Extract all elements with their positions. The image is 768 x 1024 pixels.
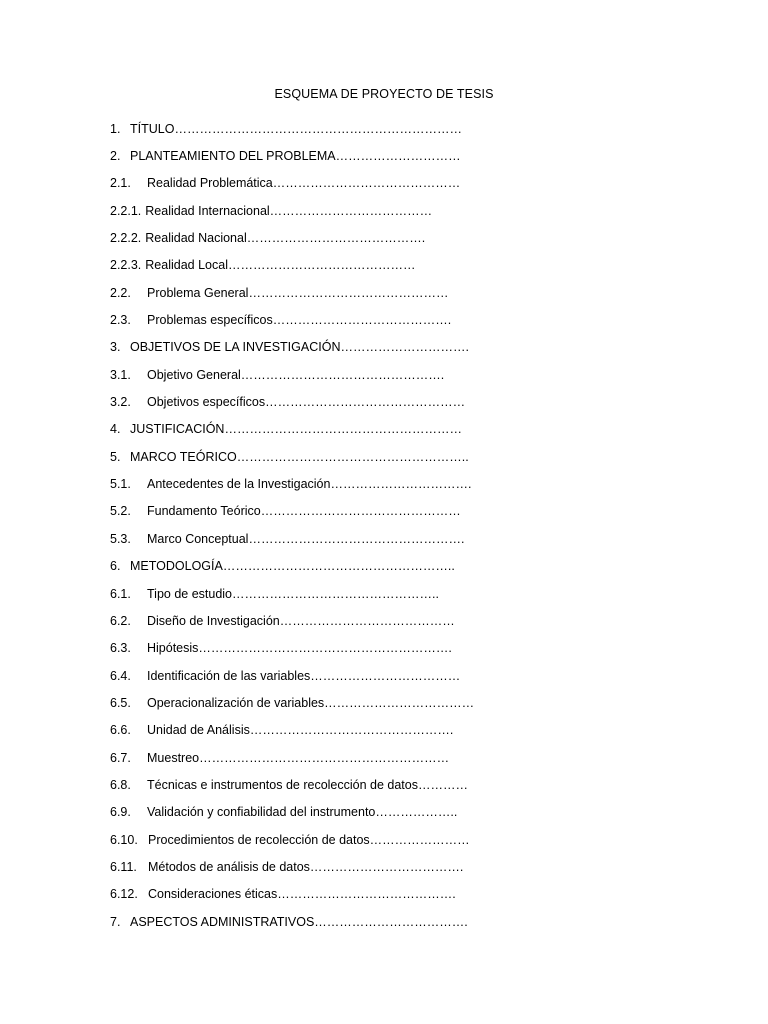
- outline-item-5-1: [110, 470, 710, 497]
- outline-item-2-2-3: [110, 252, 710, 279]
- item-label: METODOLOGÍA………………………………………………..: [130, 559, 455, 574]
- outline-item-1: [110, 115, 710, 142]
- outline-list: [110, 115, 710, 935]
- item-label: Marco Conceptual…………………………………………….: [147, 531, 465, 546]
- outline-item-6-1: [110, 580, 710, 607]
- item-label: Procedimientos de recolección de datos……………………: [148, 832, 470, 847]
- item-label: Operacionalización de variables………………………………: [147, 695, 475, 710]
- item-label: Técnicas e instrumentos de recolección de datos…………: [147, 777, 468, 792]
- item-number: 6.1.: [110, 586, 131, 601]
- item-label: Hipótesis…………………………………………………….: [147, 641, 452, 656]
- item-number: 2.1.: [110, 176, 131, 191]
- item-label: Realidad Problemática………………………………………: [147, 176, 461, 191]
- item-label: OBJETIVOS DE LA INVESTIGACIÓN………………………….: [130, 340, 469, 355]
- item-number: 7.: [110, 914, 121, 929]
- item-number: 2.2.2.: [110, 231, 142, 246]
- item-label: Problema General…………………………………………: [147, 285, 449, 300]
- item-number: 6.6.: [110, 723, 131, 738]
- item-number: 3.2.: [110, 395, 131, 410]
- item-label: Problemas específicos…………………………………….: [147, 313, 452, 328]
- outline-item-6-12: [110, 881, 710, 908]
- outline-item-6-5: [110, 689, 710, 716]
- outline-item-3-1: [110, 361, 710, 388]
- item-label: ASPECTOS ADMINISTRATIVOS……………………………….: [130, 914, 468, 929]
- item-number: 6.3.: [110, 641, 131, 656]
- outline-item-3: [110, 334, 710, 361]
- outline-item-6: [110, 553, 710, 580]
- outline-item-2-3: [110, 306, 710, 333]
- outline-item-6-3: [110, 635, 710, 662]
- outline-item-6-11: [110, 853, 710, 880]
- document-title: ESQUEMA DE PROYECTO DE TESIS: [274, 87, 494, 101]
- outline-item-6-10: [110, 826, 710, 853]
- item-number: 3.1.: [110, 367, 131, 382]
- outline-item-5: [110, 443, 710, 470]
- item-number: 5.1.: [110, 477, 131, 492]
- item-label: Objetivo General………………………………………….: [147, 367, 445, 382]
- item-label: Diseño de Investigación……………………………………: [147, 613, 455, 628]
- item-number: 5.3.: [110, 531, 131, 546]
- item-number: 6.12.: [110, 887, 138, 902]
- item-number: 6.2.: [110, 613, 131, 628]
- outline-item-6-2: [110, 607, 710, 634]
- item-number: 2.3.: [110, 313, 131, 328]
- item-label: Métodos de análisis de datos……………………………….: [148, 859, 464, 874]
- item-label: Tipo de estudio…………………………………………..: [147, 586, 439, 601]
- item-label: Validación y confiabilidad del instrumento………………..: [147, 805, 458, 820]
- outline-item-6-8: [110, 771, 710, 798]
- outline-item-5-3: [110, 525, 710, 552]
- outline-item-2-2-1: [110, 197, 710, 224]
- item-label: MARCO TEÓRICO………………………………………………..: [130, 449, 469, 464]
- item-number: 6.9.: [110, 805, 131, 820]
- outline-item-7: [110, 908, 710, 935]
- outline-item-5-2: [110, 498, 710, 525]
- item-number: 2.: [110, 149, 121, 164]
- item-label: Antecedentes de la Investigación…………………………….: [147, 477, 472, 492]
- item-label: Objetivos específicos…………………………………………: [147, 395, 466, 410]
- item-number: 6.7.: [110, 750, 131, 765]
- outline-item-6-7: [110, 744, 710, 771]
- item-number: 5.2.: [110, 504, 131, 519]
- item-number: 6.8.: [110, 777, 131, 792]
- item-number: 5.: [110, 449, 121, 464]
- item-number: 2.2.3.: [110, 258, 142, 273]
- outline-item-2-2-2: [110, 224, 710, 251]
- item-label: JUSTIFICACIÓN…………………………………………………: [130, 422, 462, 437]
- outline-item-6-4: [110, 662, 710, 689]
- item-number: 6.4.: [110, 668, 131, 683]
- item-number: 6.: [110, 559, 121, 574]
- outline-item-6-6: [110, 717, 710, 744]
- item-number: 6.11.: [110, 859, 137, 874]
- item-number: 4.: [110, 422, 121, 437]
- outline-item-6-9: [110, 799, 710, 826]
- item-label: Identificación de las variables………………………………: [147, 668, 461, 683]
- item-number: 2.2.: [110, 285, 131, 300]
- item-number: 3.: [110, 340, 121, 355]
- item-label: TÍTULO……………………………………………………………: [130, 121, 462, 136]
- outline-item-4: [110, 416, 710, 443]
- item-number: 1.: [110, 121, 121, 136]
- item-label: PLANTEAMIENTO DEL PROBLEMA…………………………: [130, 149, 461, 164]
- item-label: Realidad Nacional…………………………………….: [145, 231, 426, 246]
- item-label: Realidad Internacional…………………………………: [145, 203, 433, 218]
- item-number: 6.5.: [110, 695, 131, 710]
- item-label: Fundamento Teórico…………………………………………: [147, 504, 461, 519]
- outline-item-3-2: [110, 388, 710, 415]
- item-label: Muestreo……………………………………………………: [147, 750, 450, 765]
- item-number: 2.2.1.: [110, 203, 142, 218]
- outline-item-2: [110, 142, 710, 169]
- item-label: Consideraciones éticas…………………………………….: [148, 887, 456, 902]
- item-label: Unidad de Análisis………………………………………….: [147, 723, 454, 738]
- outline-item-2-2: [110, 279, 710, 306]
- item-number: 6.10.: [110, 832, 138, 847]
- item-label: Realidad Local………………………………………: [145, 258, 416, 273]
- outline-item-2-1: [110, 170, 710, 197]
